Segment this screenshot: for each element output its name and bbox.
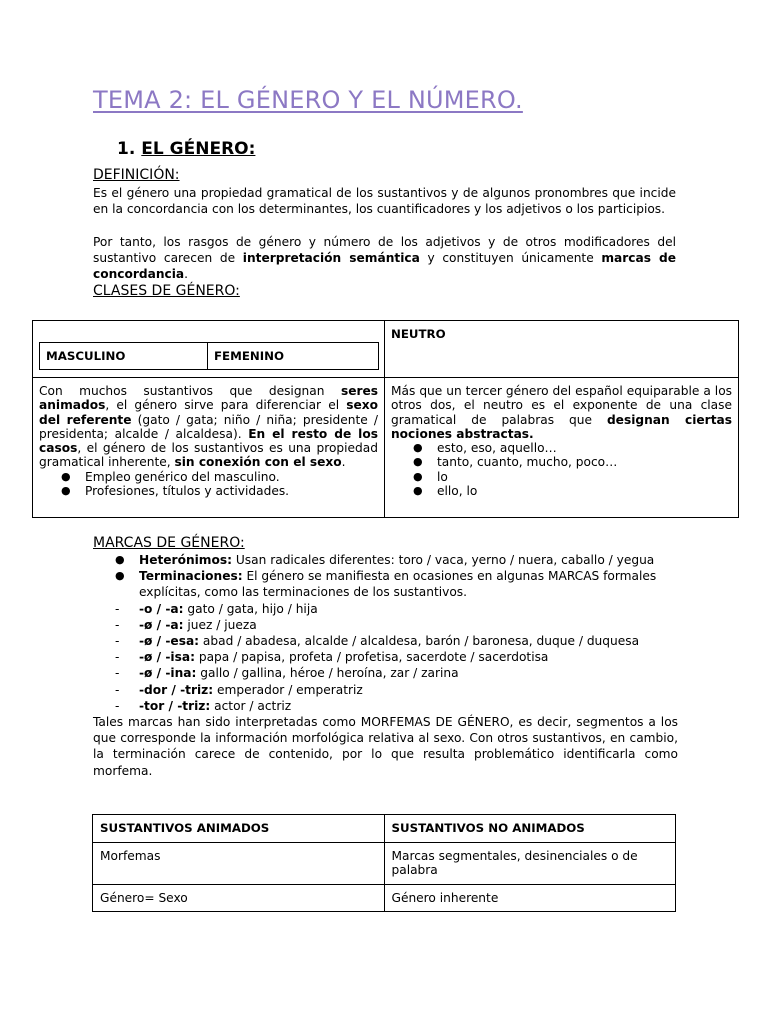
- table-cell: Marcas segmentales, desinenciales o de palabra: [384, 843, 676, 885]
- table-cell: Género= Sexo: [93, 885, 385, 912]
- section-label: EL GÉNERO:: [141, 139, 256, 159]
- header-neutro: NEUTRO: [391, 327, 446, 341]
- clases-table: [32, 320, 739, 518]
- neutro-bullets: [391, 441, 732, 498]
- list-item: - -ø / -a: juez / jueza: [93, 617, 678, 633]
- masc-fem-text: Con muchos sustantivos que designan seres animados, el género sirve para diferenciar el sexo del referente (gato / gata; niño / niña; presidente / presidenta; alcalde / alcaldesa). En el resto de los casos, el género de los sustantivos es una propiedad gramatical inherente, sin conexión con el sexo. ● Empleo genérico del masculino. ● Profesiones, títulos y actividades.: [33, 378, 384, 502]
- sustantivos-table: [92, 814, 676, 912]
- header-no-animados: SUSTANTIVOS NO ANIMADOS: [384, 815, 676, 843]
- table-cell: Género inherente: [384, 885, 676, 912]
- masc-fem-header: [39, 342, 379, 370]
- section-number: 1.: [117, 139, 136, 159]
- marcas-heading: MARCAS DE GÉNERO:: [93, 535, 245, 551]
- list-item: ● tanto, cuanto, mucho, poco…: [391, 455, 732, 469]
- list-item: ● Profesiones, títulos y actividades.: [39, 484, 378, 498]
- page-title: TEMA 2: EL GÉNERO Y EL NÚMERO.: [93, 86, 523, 114]
- header-masculino: MASCULINO: [40, 343, 208, 370]
- definicion-paragraph-1: Es el género una propiedad gramatical de los sustantivos y de algunos pronombres que incide en la concordancia con los determinantes, los cuantificadores y los adjetivos o los participios.: [93, 186, 676, 216]
- masc-fem-content: [33, 378, 385, 518]
- header-animados: SUSTANTIVOS ANIMADOS: [93, 815, 385, 843]
- header-neutro-cell: [385, 321, 739, 378]
- neutro-text: Más que un tercer género del español equiparable a los otros dos, el neutro es el exponente de una clase gramatical de palabras que designan ciertas nociones abstractas. ● esto, eso, aquello… ● tanto, cuanto, mucho, poco… ● lo ● ello, lo: [385, 378, 738, 502]
- clases-heading: CLASES DE GÉNERO:: [93, 283, 240, 299]
- definicion-paragraph-2: Por tanto, los rasgos de género y número de los adjetivos y de otros modificadores del sustantivo carecen de interpretación semántica y constituyen únicamente marcas de concordancia.: [93, 235, 677, 281]
- list-item: - -ø / -isa: papa / papisa, profeta / profetisa, sacerdote / sacerdotisa: [93, 649, 678, 665]
- marcas-list: [93, 552, 678, 779]
- list-item: - -ø / -esa: abad / abadesa, alcalde / alcaldesa, barón / baronesa, duque / duquesa: [93, 633, 678, 649]
- list-item-heteronimos: ● Heterónimos: Usan radicales diferentes: toro / vaca, yerno / nuera, caballo / yegua: [93, 552, 678, 568]
- list-item: ● esto, eso, aquello…: [391, 441, 732, 455]
- list-item-terminaciones: ● Terminaciones: El género se manifiesta en ocasiones en algunas MARCAS formales explícitas, como las terminaciones de los sustantivos.: [93, 568, 678, 600]
- table-cell: Morfemas: [93, 843, 385, 885]
- neutro-content: [385, 378, 739, 518]
- marcas-closing-paragraph: Tales marcas han sido interpretadas como MORFEMAS DE GÉNERO, es decir, segmentos a los que corresponde la información morfológica relativa al sexo. Con otros sustantivos, en cambio, la terminación carece de contenido, por lo que resulta problemático identificarla como morfema.: [93, 715, 678, 778]
- list-item: ● ello, lo: [391, 484, 732, 498]
- list-item: - -tor / -triz: actor / actriz: [93, 698, 678, 714]
- definicion-heading: DEFINICIÓN:: [93, 167, 180, 183]
- section-heading-genero: [117, 139, 255, 159]
- list-item: ● Empleo genérico del masculino.: [39, 470, 378, 484]
- header-cell-left: [33, 321, 385, 378]
- masc-fem-bullets: [39, 470, 378, 499]
- list-item: - -dor / -triz: emperador / emperatriz: [93, 682, 678, 698]
- list-item: ● lo: [391, 470, 732, 484]
- list-item: - -o / -a: gato / gata, hijo / hija: [93, 601, 678, 617]
- header-femenino: FEMENINO: [208, 343, 379, 370]
- list-item: - -ø / -ina: gallo / gallina, héroe / heroína, zar / zarina: [93, 665, 678, 681]
